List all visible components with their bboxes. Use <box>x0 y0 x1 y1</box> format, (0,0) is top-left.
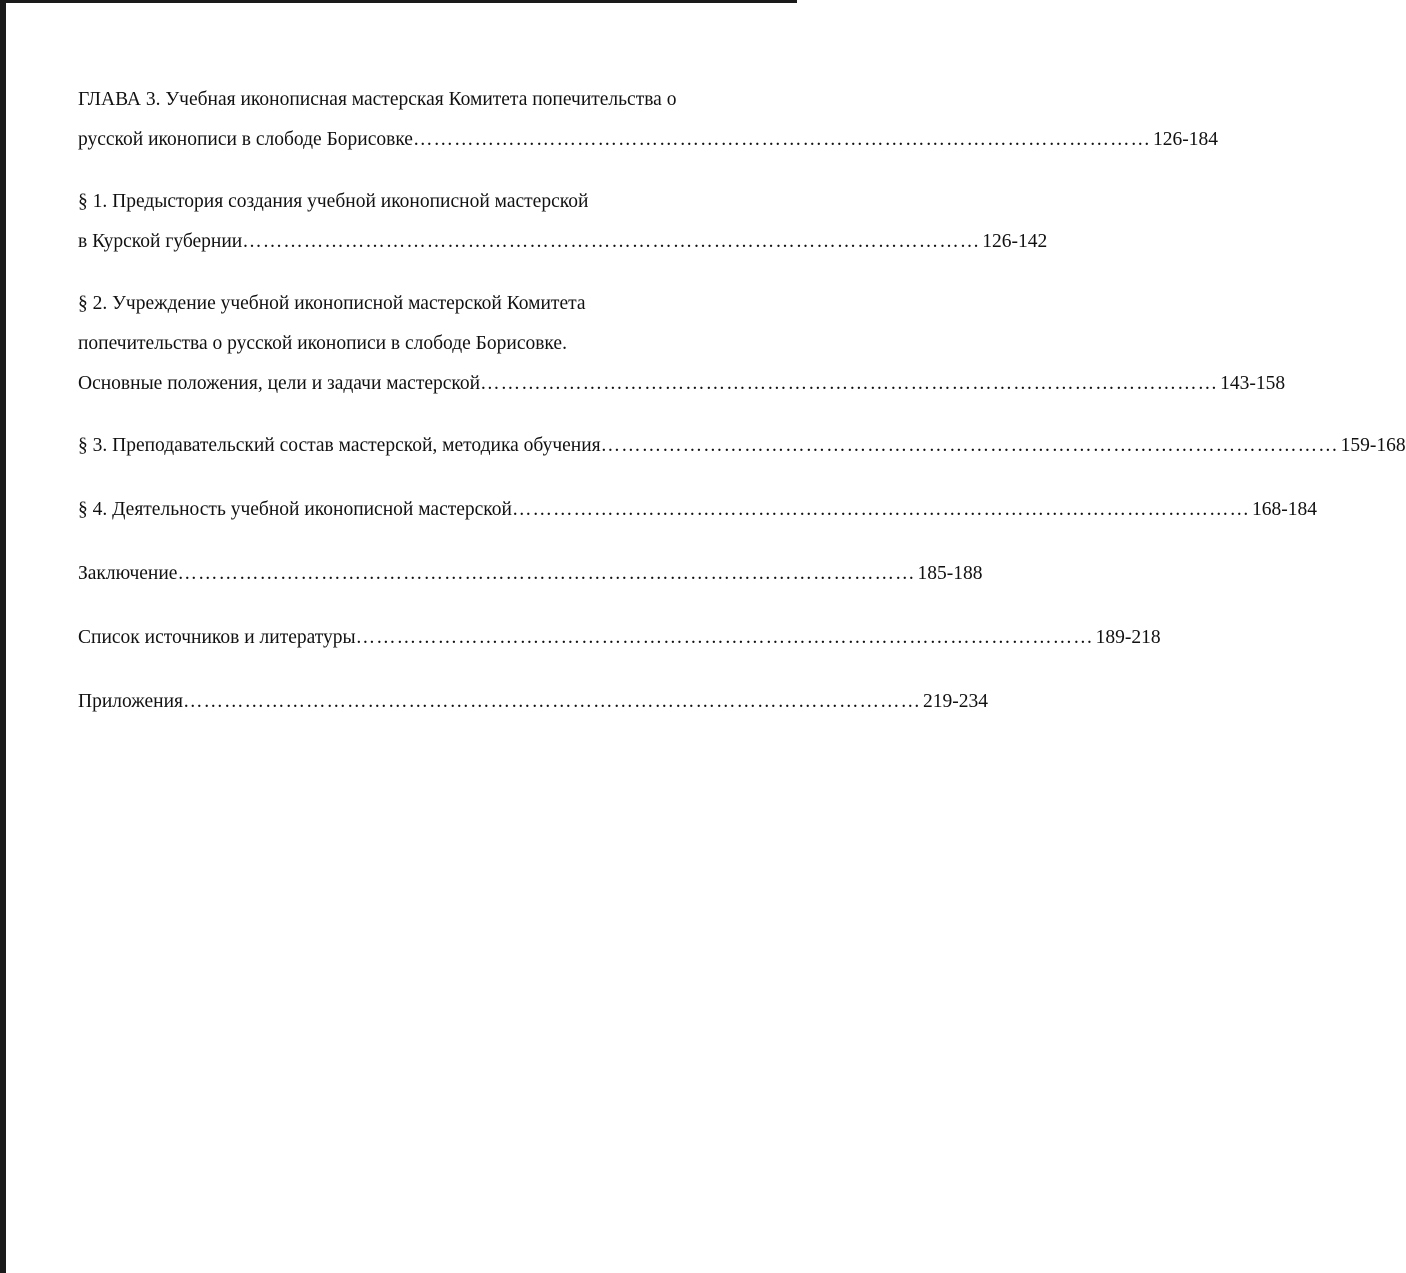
table-of-contents <box>78 80 1406 746</box>
toc-entry-title: Приложения <box>78 691 183 712</box>
leader-dots: ……………………………………………………………………………………………… <box>242 231 981 252</box>
leader-dots: ……………………………………………………………………………………………… <box>182 691 921 712</box>
toc-entry-conclusion[interactable] <box>78 554 983 594</box>
toc-entry-section-4[interactable] <box>78 490 1317 530</box>
toc-entry-section-3[interactable] <box>78 426 1406 466</box>
leader-dots: ……………………………………………………………………………………………… <box>480 373 1219 394</box>
leader-dots: ……………………………………………………………………………………………… <box>355 627 1094 648</box>
leader-dots: ……………………………………………………………………………………………… <box>177 563 916 584</box>
toc-entry-pages: 185-188 <box>917 563 983 584</box>
toc-entry-title: § 4. Деятельность учебной иконописной мастерской <box>78 499 512 520</box>
toc-entry-title-line: § 1. Предыстория создания учебной иконописной мастерской <box>78 191 589 212</box>
toc-entry-pages: 126-142 <box>982 231 1048 252</box>
toc-entry-last-line <box>78 364 1286 404</box>
toc-entry-title: Основные положения, цели и задачи мастерской <box>78 373 481 394</box>
toc-entry-last-line <box>78 120 1218 160</box>
toc-entry-title-line: ГЛАВА 3. Учебная иконописная мастерская Комитета попечительства о <box>78 89 677 110</box>
page-left-edge <box>0 0 6 1273</box>
toc-entry-title: в Курской губернии <box>78 231 243 252</box>
toc-entry-section-1[interactable] <box>78 182 1048 262</box>
toc-entry-last-line <box>78 618 1161 658</box>
toc-entry-title: русской иконописи в слободе Борисовке <box>78 129 413 150</box>
toc-entry-section-2[interactable] <box>78 284 1286 404</box>
toc-entry-last-line <box>78 426 1406 466</box>
toc-entry-title: Список источников и литературы <box>78 627 356 648</box>
toc-entry-title: § 3. Преподавательский состав мастерской, методика обучения <box>78 435 601 456</box>
toc-entry-chapter-3[interactable] <box>78 80 1218 160</box>
toc-entry-pages: 168-184 <box>1251 499 1317 520</box>
toc-entry-appendices[interactable] <box>78 682 988 722</box>
page-top-edge <box>0 0 797 3</box>
toc-entry-last-line <box>78 682 988 722</box>
toc-entry-title: Заключение <box>78 563 178 584</box>
toc-entry-pages: 143-158 <box>1220 373 1286 394</box>
toc-entry-last-line <box>78 222 1048 262</box>
toc-entry-last-line <box>78 490 1317 530</box>
toc-entry-pages: 126-184 <box>1152 129 1218 150</box>
toc-entry-pages: 189-218 <box>1095 627 1161 648</box>
leader-dots: ……………………………………………………………………………………………… <box>412 129 1151 150</box>
toc-entry-pages: 219-234 <box>922 691 988 712</box>
toc-entry-title-line: § 2. Учреждение учебной иконописной мастерской Комитета <box>78 293 586 314</box>
leader-dots: ……………………………………………………………………………………………… <box>600 435 1339 456</box>
toc-entry-pages: 159-168 <box>1340 435 1406 456</box>
toc-entry-last-line <box>78 554 983 594</box>
leader-dots: ……………………………………………………………………………………………… <box>511 499 1250 520</box>
toc-entry-sources[interactable] <box>78 618 1161 658</box>
toc-entry-title-line: попечительства о русской иконописи в слободе Борисовке. <box>78 333 567 354</box>
